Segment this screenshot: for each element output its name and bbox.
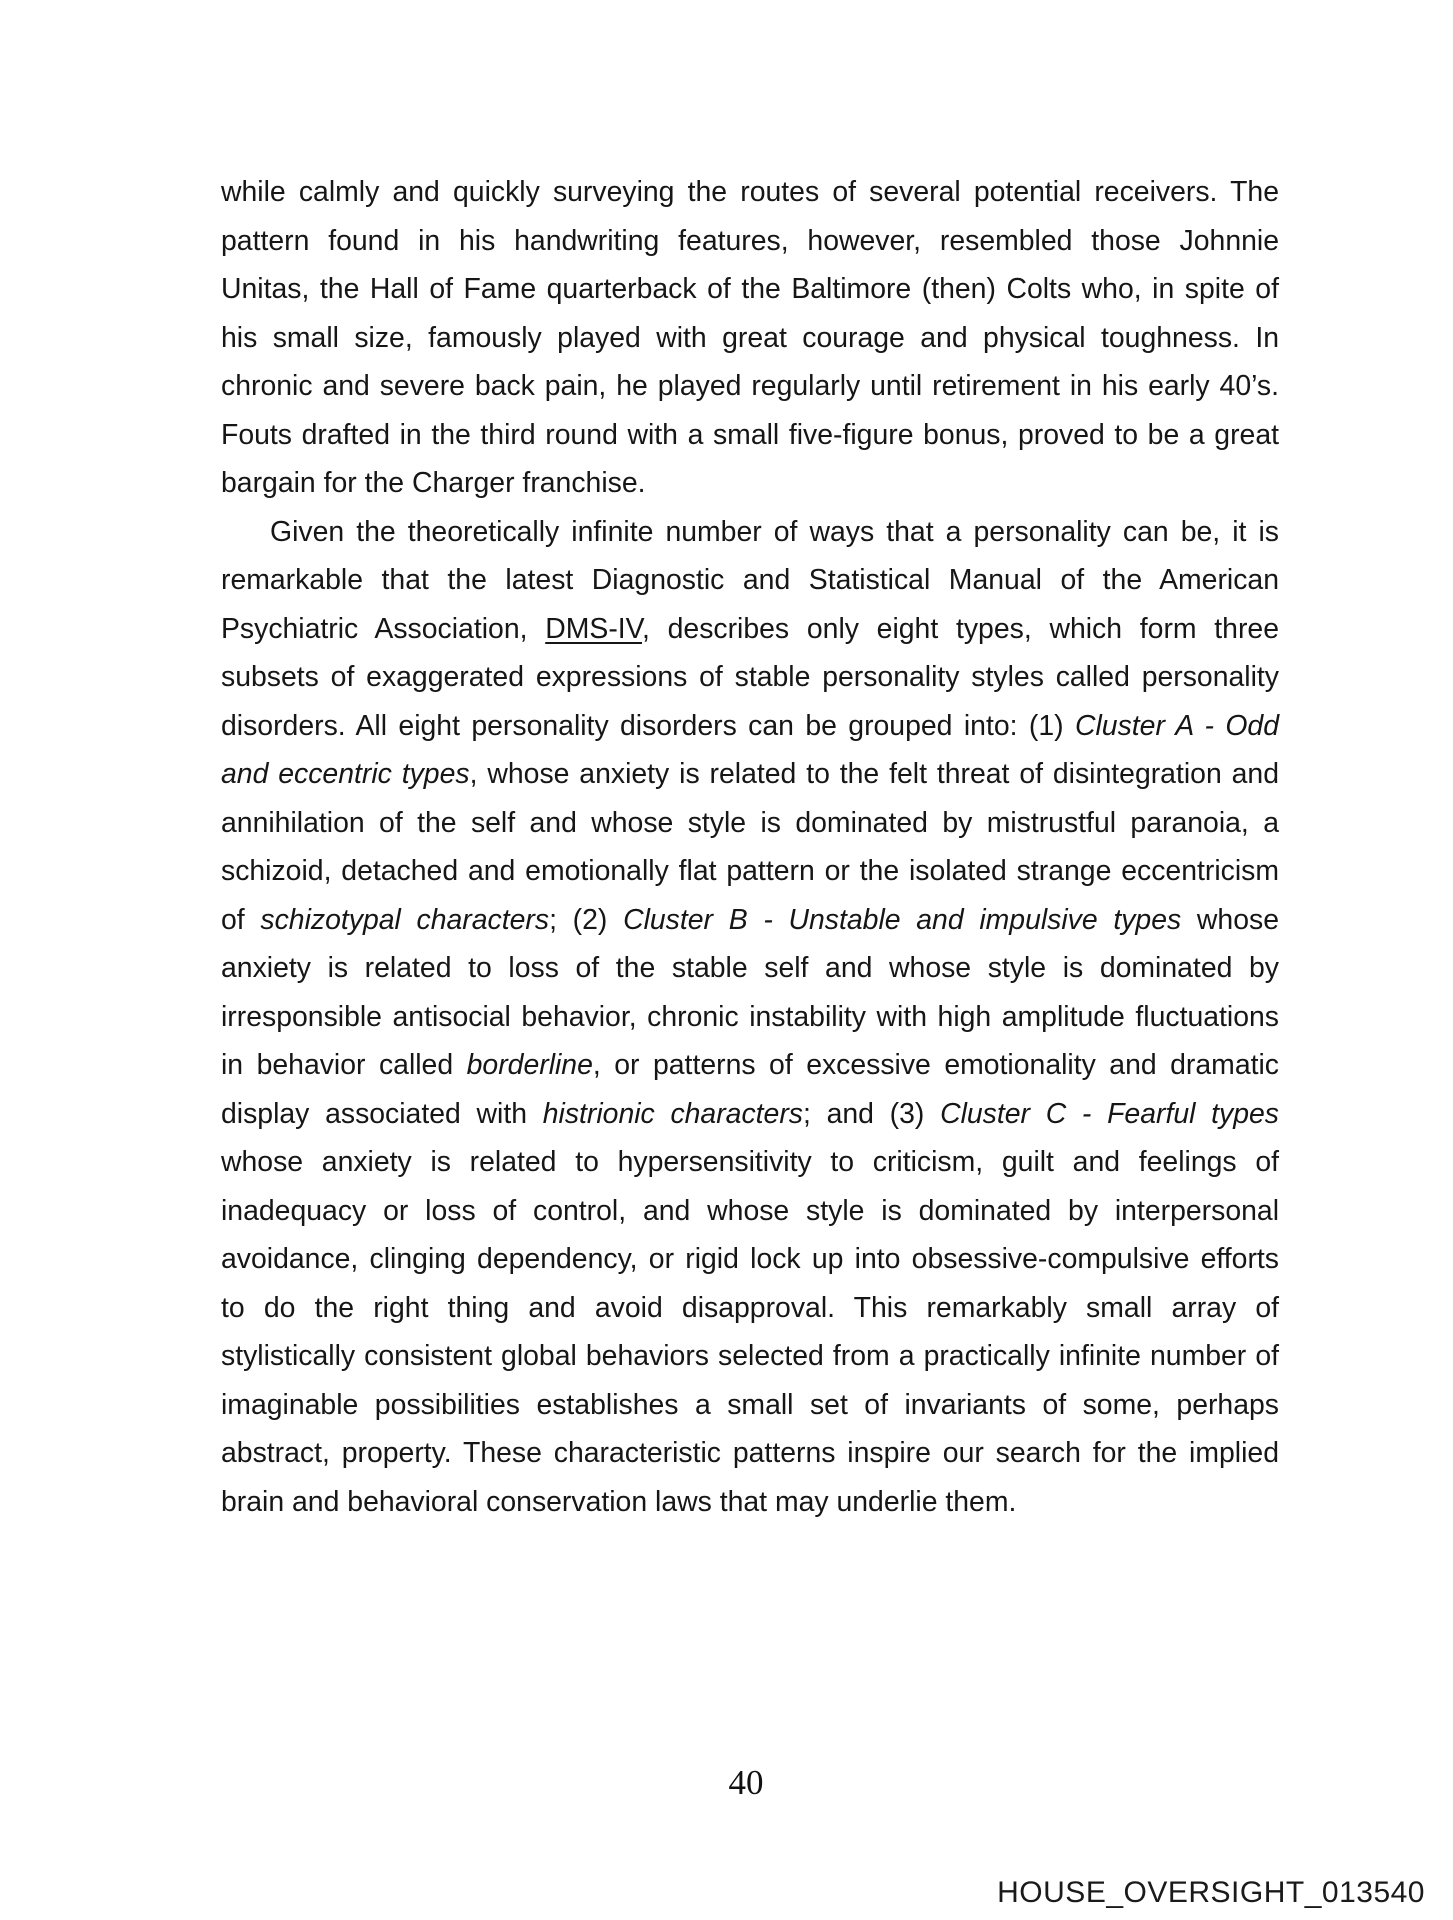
text-line [221,459,1279,508]
text-line [221,605,1279,654]
italic-text: and eccentric types [221,758,470,790]
text-line [221,1429,1279,1478]
text-segment: ; and (3) [803,1097,941,1130]
underlined-text: DMS-IV [545,612,642,645]
text-line [221,314,1279,363]
text-segment: Given the theoretically infinite number of ways that a personality can be, it is [270,515,1279,548]
page-number: 40 [728,1763,764,1802]
bates-number: HOUSE_OVERSIGHT_013540 [997,1876,1425,1909]
text-segment: disorders. All eight personality disorders can be grouped into: (1) [221,709,1075,742]
text-segment: Fouts drafted in the third round with a small five-figure bonus, proved to be a great [221,418,1279,451]
text-segment: annihilation of the self and whose style is dominated by mistrustful paranoia, a [221,806,1279,839]
text-segment: schizoid, detached and emotionally flat pattern or the isolated strange eccentricism [221,855,1279,887]
text-segment: to do the right thing and avoid disapproval. This remarkably small array of [221,1291,1279,1324]
text-line [221,362,1279,411]
text-line [221,1235,1279,1284]
text-line [221,1090,1279,1139]
text-line [221,265,1279,314]
text-segment: abstract, property. These characteristic patterns inspire our search for the implied [221,1437,1279,1469]
text-segment: remarkable that the latest Diagnostic and Statistical Manual of the American [221,564,1279,596]
text-segment: whose anxiety is related to hypersensitivity to criticism, guilt and feelings of [221,1146,1279,1178]
text-segment: his small size, famously played with great courage and physical toughness. In [221,321,1279,354]
text-segment: , whose anxiety is related to the felt threat of disintegration and [469,758,1279,790]
text-segment: Psychiatric Association, [221,612,546,645]
text-segment: anxiety is related to loss of the stable self and whose style is dominated by [221,952,1279,984]
text-segment: brain and behavioral conservation laws that may underlie them. [221,1485,1017,1518]
text-line [221,1284,1279,1333]
text-line [221,1041,1279,1090]
text-line [221,896,1279,945]
text-segment: Unitas, the Hall of Fame quarterback of the Baltimore (then) Colts who, in spite of [221,273,1279,305]
text-line [221,556,1279,605]
text-segment: avoidance, clinging dependency, or rigid lock up into obsessive-compulsive efforts [221,1243,1279,1275]
text-line [221,508,1279,557]
italic-text: schizotypal characters [260,903,550,936]
text-line [221,653,1279,702]
text-line [221,1138,1279,1187]
text-line [221,993,1279,1042]
italic-text: Cluster C - Fearful types [940,1097,1280,1130]
text-segment: ; (2) [549,903,624,936]
text-line [221,411,1279,460]
text-segment: imaginable possibilities establishes a small set of invariants of some, perhaps [221,1388,1279,1421]
text-segment: whose [1181,903,1279,936]
text-line [221,168,1279,217]
text-segment: while calmly and quickly surveying the routes of several potential receivers. The [221,176,1279,208]
italic-text: borderline [466,1049,593,1081]
text-segment: bargain for the Charger franchise. [221,467,646,499]
text-line [221,1187,1279,1236]
text-segment: in behavior called [221,1049,467,1081]
italic-text: Cluster A - Odd [1074,709,1279,742]
italic-text: Cluster B - Unstable and impulsive types [623,903,1182,936]
text-line [221,847,1279,896]
text-line [221,1381,1279,1430]
text-line [221,944,1279,993]
text-segment: stylistically consistent global behaviors selected from a practically infinite number of [221,1340,1279,1372]
text-segment: of [221,903,261,936]
text-segment: inadequacy or loss of control, and whose style is dominated by interpersonal [221,1194,1279,1227]
text-line [221,799,1279,848]
text-segment: , or patterns of excessive emotionality and dramatic [592,1049,1279,1081]
text-segment: pattern found in his handwriting features, however, resembled those Johnnie [221,224,1279,257]
text-line [221,750,1279,799]
text-line [221,1478,1279,1527]
text-line [221,702,1279,751]
text-segment: subsets of exaggerated expressions of stable personality styles called personality [221,661,1279,693]
body-text [221,168,1279,1526]
text-line [221,1332,1279,1381]
text-segment: , describes only eight types, which form three [642,612,1279,645]
text-segment: display associated with [221,1097,543,1130]
italic-text: histrionic characters [542,1097,803,1130]
text-segment: chronic and severe back pain, he played regularly until retirement in his early 40’s. [221,370,1279,402]
text-line [221,217,1279,266]
text-segment: irresponsible antisocial behavior, chronic instability with high amplitude fluctuations [221,1000,1279,1033]
